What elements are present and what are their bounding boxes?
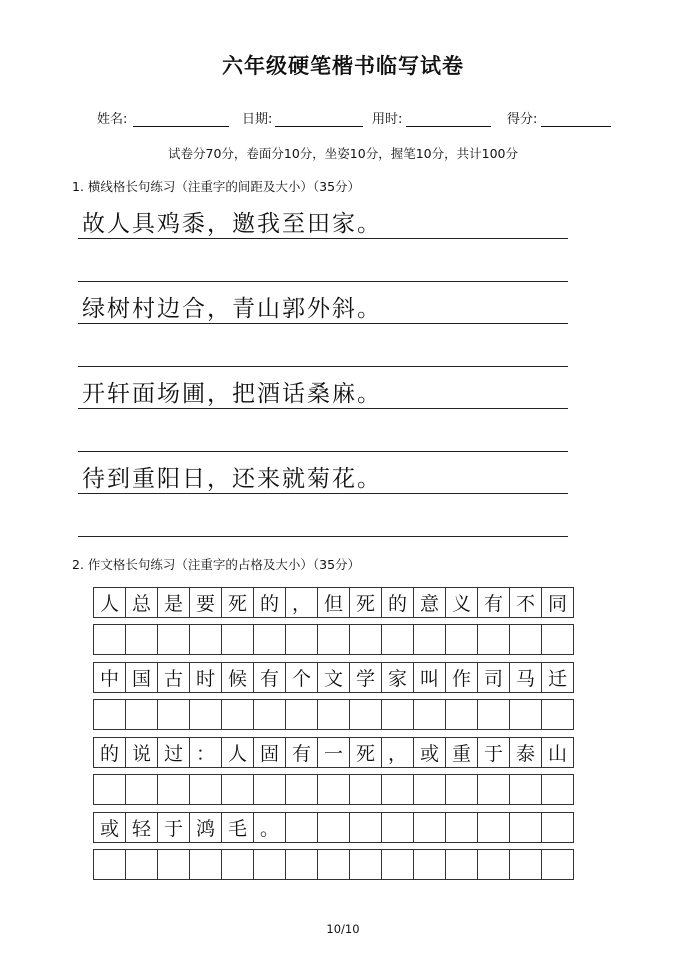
grid-cell-blank[interactable]	[541, 624, 574, 655]
grid-cell-blank[interactable]	[349, 699, 382, 730]
grid-cell-blank[interactable]	[413, 812, 446, 843]
grid-cell-blank[interactable]	[349, 812, 382, 843]
practice-sample-text: 故人具鸡黍，邀我至田家。	[82, 211, 382, 237]
grid-cell-blank[interactable]	[509, 849, 542, 880]
grid-cell-blank[interactable]	[189, 774, 222, 805]
grid-cell-sample: 不	[509, 587, 542, 618]
grid-cell-blank[interactable]	[285, 849, 318, 880]
grid-cell-blank[interactable]	[541, 774, 574, 805]
grid-cell-blank[interactable]	[221, 849, 254, 880]
grid-cell-blank[interactable]	[221, 624, 254, 655]
writing-line	[78, 323, 568, 324]
name-field[interactable]	[133, 126, 229, 127]
practice-sample-text: 绿树村边合，青山郭外斜。	[82, 296, 382, 322]
grid-cell-sample: 山	[541, 737, 574, 768]
grid-cell-sample: 但	[317, 587, 350, 618]
grid-cell-sample: 一	[317, 737, 350, 768]
grid-cell-blank[interactable]	[317, 624, 350, 655]
grid-cell-blank[interactable]	[349, 624, 382, 655]
score-note: 试卷分70分，卷面分10分，坐姿10分，握笔10分，共计100分	[168, 146, 518, 161]
page-number: 10/10	[326, 922, 360, 936]
grid-cell-sample: 文	[317, 662, 350, 693]
grid-cell-sample: 同	[541, 587, 574, 618]
writing-line-blank[interactable]	[78, 451, 568, 452]
grid-cell-blank[interactable]	[93, 699, 126, 730]
grid-row	[93, 812, 573, 843]
grid-cell-blank[interactable]	[157, 774, 190, 805]
grid-cell-sample: 家	[381, 662, 414, 693]
grid-cell-sample: 死	[349, 587, 382, 618]
grid-cell-sample: 有	[285, 737, 318, 768]
grid-cell-blank[interactable]	[413, 624, 446, 655]
student-info-row	[0, 106, 686, 130]
score-field[interactable]	[541, 126, 611, 127]
writing-line	[78, 493, 568, 494]
grid-cell-blank[interactable]	[349, 774, 382, 805]
grid-cell-blank[interactable]	[189, 849, 222, 880]
grid-row	[93, 699, 573, 730]
grid-cell-blank[interactable]	[93, 624, 126, 655]
grid-cell-sample: ：	[189, 737, 222, 768]
grid-cell-blank[interactable]	[253, 699, 286, 730]
grid-cell-blank[interactable]	[157, 624, 190, 655]
grid-cell-blank[interactable]	[221, 699, 254, 730]
grid-cell-sample: 司	[477, 662, 510, 693]
grid-cell-blank[interactable]	[317, 774, 350, 805]
grid-cell-blank[interactable]	[253, 774, 286, 805]
grid-row	[93, 737, 573, 768]
grid-cell-blank[interactable]	[413, 774, 446, 805]
grid-cell-sample: 重	[445, 737, 478, 768]
grid-row	[93, 587, 573, 618]
grid-cell-blank[interactable]	[381, 624, 414, 655]
grid-cell-blank[interactable]	[381, 699, 414, 730]
grid-cell-blank[interactable]	[125, 849, 158, 880]
grid-cell-sample: 人	[93, 587, 126, 618]
writing-line	[78, 238, 568, 239]
grid-cell-blank[interactable]	[349, 849, 382, 880]
grid-cell-sample: 过	[157, 737, 190, 768]
grid-cell-sample: 个	[285, 662, 318, 693]
time-label: 用时:	[372, 112, 403, 127]
page-title: 六年级硬笔楷书临写试卷	[222, 54, 464, 78]
grid-cell-sample: 作	[445, 662, 478, 693]
grid-cell-blank[interactable]	[509, 699, 542, 730]
grid-cell-blank[interactable]	[285, 774, 318, 805]
writing-line	[78, 408, 568, 409]
grid-cell-blank[interactable]	[381, 812, 414, 843]
grid-cell-sample: 义	[445, 587, 478, 618]
score-label: 得分:	[507, 112, 538, 127]
grid-cell-sample: ，	[285, 587, 318, 618]
grid-cell-blank[interactable]	[253, 849, 286, 880]
grid-row	[93, 849, 573, 880]
grid-cell-blank[interactable]	[189, 699, 222, 730]
grid-cell-blank[interactable]	[541, 849, 574, 880]
grid-cell-sample: 是	[157, 587, 190, 618]
grid-cell-sample: 中	[93, 662, 126, 693]
grid-cell-sample: 时	[189, 662, 222, 693]
name-label: 姓名:	[97, 112, 128, 127]
grid-cell-sample: 迁	[541, 662, 574, 693]
grid-row	[93, 662, 573, 693]
grid-cell-sample: 的	[93, 737, 126, 768]
grid-cell-sample: 于	[157, 812, 190, 843]
grid-cell-blank[interactable]	[317, 812, 350, 843]
grid-cell-blank[interactable]	[317, 849, 350, 880]
date-field[interactable]	[275, 126, 363, 127]
grid-cell-blank[interactable]	[541, 812, 574, 843]
grid-cell-sample: 人	[221, 737, 254, 768]
grid-cell-blank[interactable]	[93, 774, 126, 805]
grid-cell-sample: 。	[253, 812, 286, 843]
grid-cell-sample: 意	[413, 587, 446, 618]
grid-cell-sample: 死	[221, 587, 254, 618]
grid-cell-blank[interactable]	[125, 699, 158, 730]
grid-cell-sample: 学	[349, 662, 382, 693]
grid-cell-blank[interactable]	[445, 774, 478, 805]
grid-cell-sample: 古	[157, 662, 190, 693]
grid-cell-blank[interactable]	[477, 812, 510, 843]
grid-cell-sample: 固	[253, 737, 286, 768]
section2-title: 2. 作文格长句练习（注重字的占格及大小）（35分）	[72, 557, 361, 572]
grid-cell-sample: 泰	[509, 737, 542, 768]
grid-cell-sample: 轻	[125, 812, 158, 843]
grid-cell-sample: 总	[125, 587, 158, 618]
grid-cell-blank[interactable]	[509, 774, 542, 805]
grid-cell-blank[interactable]	[125, 624, 158, 655]
grid-cell-sample: 候	[221, 662, 254, 693]
grid-cell-blank[interactable]	[477, 699, 510, 730]
writing-line-blank[interactable]	[78, 281, 568, 282]
grid-cell-sample: 的	[381, 587, 414, 618]
grid-cell-sample: 说	[125, 737, 158, 768]
grid-cell-sample: 于	[477, 737, 510, 768]
grid-cell-sample: 死	[349, 737, 382, 768]
grid-cell-blank[interactable]	[477, 624, 510, 655]
grid-cell-blank[interactable]	[445, 624, 478, 655]
grid-cell-sample: 马	[509, 662, 542, 693]
grid-cell-blank[interactable]	[189, 624, 222, 655]
grid-cell-sample: 的	[253, 587, 286, 618]
grid-cell-blank[interactable]	[381, 774, 414, 805]
grid-cell-sample: 有	[477, 587, 510, 618]
grid-cell-sample: 毛	[221, 812, 254, 843]
grid-cell-sample: 鸿	[189, 812, 222, 843]
grid-cell-blank[interactable]	[157, 699, 190, 730]
section1-title: 1. 横线格长句练习（注重字的间距及大小）（35分）	[72, 179, 361, 194]
grid-cell-sample: 或	[413, 737, 446, 768]
grid-cell-blank[interactable]	[221, 774, 254, 805]
grid-cell-blank[interactable]	[413, 699, 446, 730]
time-field[interactable]	[406, 126, 491, 127]
grid-cell-blank[interactable]	[445, 849, 478, 880]
grid-cell-blank[interactable]	[445, 699, 478, 730]
grid-cell-sample: 有	[253, 662, 286, 693]
grid-cell-blank[interactable]	[93, 849, 126, 880]
grid-cell-blank[interactable]	[509, 812, 542, 843]
grid-cell-blank[interactable]	[285, 699, 318, 730]
grid-cell-blank[interactable]	[477, 774, 510, 805]
writing-line-blank[interactable]	[78, 536, 568, 537]
grid-cell-sample: ，	[381, 737, 414, 768]
practice-sample-text: 开轩面场圃，把酒话桑麻。	[82, 381, 382, 407]
grid-cell-blank[interactable]	[125, 774, 158, 805]
date-label: 日期:	[242, 112, 273, 127]
grid-cell-blank[interactable]	[477, 849, 510, 880]
grid-cell-sample: 国	[125, 662, 158, 693]
grid-cell-blank[interactable]	[413, 849, 446, 880]
grid-cell-blank[interactable]	[253, 624, 286, 655]
grid-row	[93, 774, 573, 805]
grid-cell-sample: 叫	[413, 662, 446, 693]
grid-cell-sample: 或	[93, 812, 126, 843]
grid-cell-blank[interactable]	[285, 812, 318, 843]
grid-cell-sample: 要	[189, 587, 222, 618]
grid-cell-blank[interactable]	[157, 849, 190, 880]
practice-sample-text: 待到重阳日，还来就菊花。	[82, 466, 382, 492]
grid-cell-blank[interactable]	[509, 624, 542, 655]
grid-cell-blank[interactable]	[317, 699, 350, 730]
grid-row	[93, 624, 573, 655]
grid-cell-blank[interactable]	[285, 624, 318, 655]
grid-cell-blank[interactable]	[381, 849, 414, 880]
writing-line-blank[interactable]	[78, 366, 568, 367]
grid-cell-blank[interactable]	[541, 699, 574, 730]
grid-cell-blank[interactable]	[445, 812, 478, 843]
